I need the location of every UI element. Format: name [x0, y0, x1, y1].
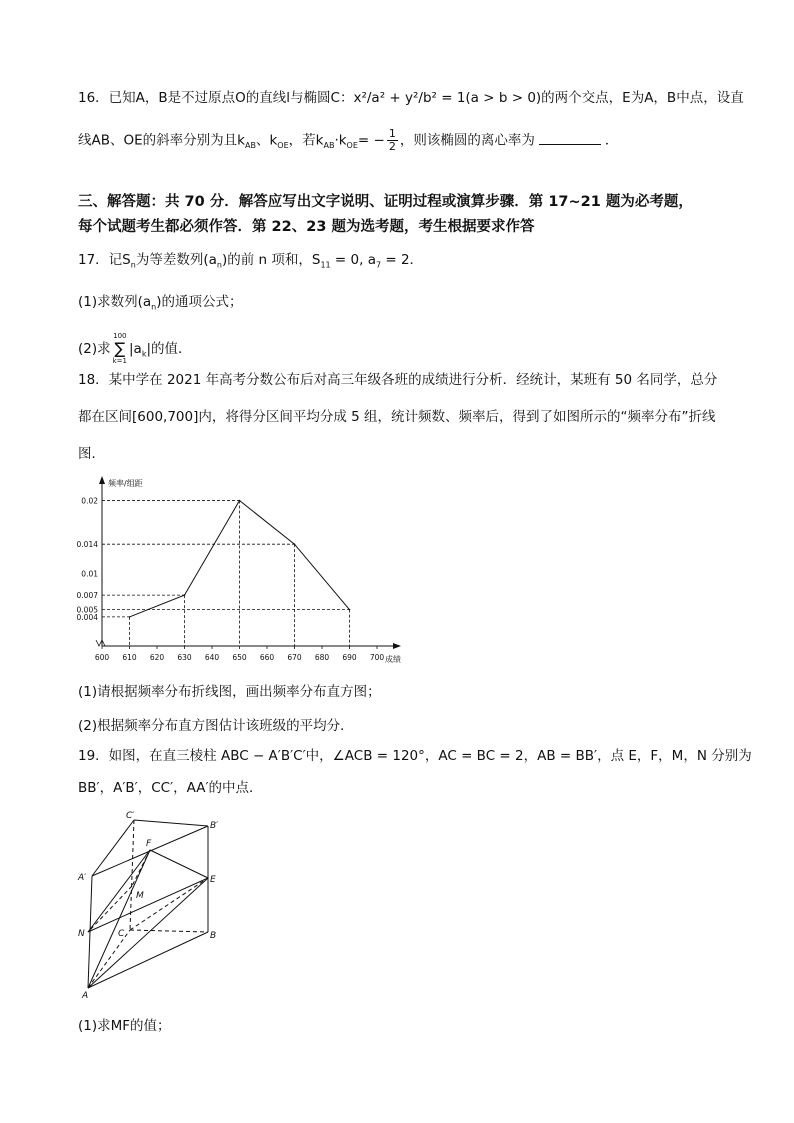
q17-part1-sub: n [151, 302, 157, 312]
q17-stem-e: = 2． [381, 252, 424, 268]
q19-line1: 19．如图，在直三棱柱 ABC − A′B′C′中，∠ACB = 120°，AC = BC = 2，AB = BB′，点 E，F，M，N 分别为 [78, 748, 752, 764]
sum-bottom: k=1 [112, 357, 127, 365]
label-b: B [210, 931, 217, 941]
q17-stem-b: 为等差数列(a [135, 252, 217, 268]
sigma-icon: ∑ [114, 339, 126, 358]
q17-part1-b: )的通项公式； [156, 294, 243, 310]
edge-ce [130, 878, 208, 930]
data-point [184, 594, 186, 596]
q17-stem-d: = 0, a [330, 252, 376, 268]
q17-stem-a: 17．记S [78, 252, 131, 268]
x-tick-label: 630 [177, 653, 192, 662]
q16-frac-num: 1 [388, 127, 396, 140]
q18-line3: 图． [78, 446, 105, 462]
q16-text-end: ． [604, 132, 619, 149]
data-point [294, 543, 296, 545]
data-point [239, 500, 241, 502]
q17-part2 [78, 332, 192, 366]
label-e: E [210, 875, 216, 885]
q18-line1: 18．某中学在 2021 年高考分数公布后对高三年级各班的成绩进行分析．经统计，某班有 50 名同学，总分 [78, 372, 718, 388]
y-axis-label: 频率/组距 [108, 479, 143, 488]
data-point [349, 609, 351, 611]
section3-heading-line1: 三、解答题：共 70 分．解答应写出文字说明、证明过程或演算步骤．第 17~21 题为必考题， [78, 194, 693, 210]
label-c-prime: C′ [126, 811, 135, 821]
label-a: A [82, 991, 89, 1001]
q17-a7-sub: 7 [375, 260, 382, 270]
x-tick-label: 610 [122, 653, 137, 662]
q18-part1: (1)请根据频率分布折线图，画出频率分布直方图； [78, 684, 381, 700]
q16-answer-blank[interactable] [539, 130, 601, 145]
q17-part1 [78, 292, 243, 318]
y-tick-label: 0.014 [76, 540, 98, 550]
sum-top: 100 [113, 332, 127, 340]
q16-text-c: ，若k [288, 132, 324, 149]
y-tick-label: 0.02 [81, 496, 98, 506]
q16-sub-ab-2: AB [323, 141, 335, 151]
y-tick-label: 0.004 [76, 612, 98, 622]
edge-ab [88, 932, 208, 988]
edge-ae [88, 878, 208, 988]
edge-mn [88, 886, 132, 932]
q17-part2-sub: k [141, 349, 147, 359]
q16-text-f: ，则该椭圆的离心率为 [399, 132, 535, 149]
x-tick-label: 650 [232, 653, 247, 662]
data-point [129, 616, 131, 618]
x-tick-label: 660 [259, 653, 275, 662]
label-c: C [118, 929, 125, 939]
edge-c1b1 [134, 820, 208, 826]
q16-sub-oe-1: OE [277, 141, 289, 151]
edge-cb [130, 930, 208, 932]
q16-fraction [387, 128, 398, 153]
q17-part1-a: (1)求数列(a [78, 294, 152, 310]
q16-text-b: 、k [255, 132, 278, 149]
y-tick-label: 0.005 [76, 605, 98, 615]
sum-symbol [113, 332, 127, 366]
x-tick-label: 670 [287, 653, 302, 662]
q16-sub-ab-1: AB [244, 141, 256, 151]
label-m: M [136, 891, 144, 901]
q18-part2: (2)根据频率分布直方图估计该班级的平均分． [78, 718, 354, 734]
q16-line2 [78, 128, 618, 156]
x-axis-label: 成绩 [385, 655, 401, 664]
label-a-prime: A′ [78, 873, 87, 883]
q17-part2-a: (2)求 [78, 341, 111, 357]
x-tick-label: 640 [204, 653, 220, 662]
q16-text-a: 线AB、OE的斜率分别为且k [78, 132, 245, 149]
q16-frac-den: 2 [388, 140, 396, 153]
x-tick-label: 700 [369, 653, 385, 662]
x-tick-label: 620 [149, 653, 165, 662]
axis-break-icon [96, 640, 105, 646]
frequency-polygon-chart [72, 476, 412, 668]
q16-line1: 16．已知A，B是不过原点O的直线l与椭圆C：x²/a² + y²/b² = 1(a > b > 0)的两个交点，E为A，B中点，设直 [78, 90, 744, 106]
edge-c1a1 [92, 820, 134, 876]
q17-part2-b: |a [129, 341, 142, 357]
q17-part2-c: |的值． [146, 341, 192, 357]
y-axis-arrow-icon [99, 476, 105, 484]
x-tick-label: 600 [94, 653, 110, 662]
label-b-prime: B′ [210, 821, 219, 831]
edge-ne [88, 878, 208, 932]
q17-stem-c: )的前 n 项和，S [221, 252, 321, 268]
edge-fe [150, 850, 208, 878]
label-f: F [146, 839, 152, 849]
q16-sub-oe-2: OE [346, 141, 358, 151]
q18-line2: 都在区间[600,700]内，将得分区间平均分成 5 组，统计频数、频率后，得到了如图所示的“频率分布”折线 [78, 409, 716, 425]
y-tick-label: 0.007 [76, 591, 98, 601]
q17-s11-sub: 11 [320, 260, 331, 270]
q16-text-d: ·k [334, 132, 347, 149]
section3-heading-line2: 每个试题考生都必须作答．第 22、23 题为选考题，考生根据要求作答 [78, 219, 535, 235]
prism-diagram [72, 808, 232, 1004]
label-n: N [78, 929, 85, 939]
q17-stem [78, 250, 423, 276]
q17-stem-sub: n [130, 260, 136, 270]
q19-line2: BB′，A′B′，CC′，AA′的中点． [78, 780, 263, 796]
q17-stem-sub2: n [216, 260, 222, 270]
x-tick-label: 680 [314, 653, 330, 662]
q16-text-e: = − [357, 132, 385, 149]
y-tick-label: 0.01 [81, 569, 98, 579]
x-tick-label: 690 [342, 653, 357, 662]
q19-part1: (1)求MF的值； [78, 1018, 171, 1034]
x-axis-arrow-icon [393, 643, 401, 649]
